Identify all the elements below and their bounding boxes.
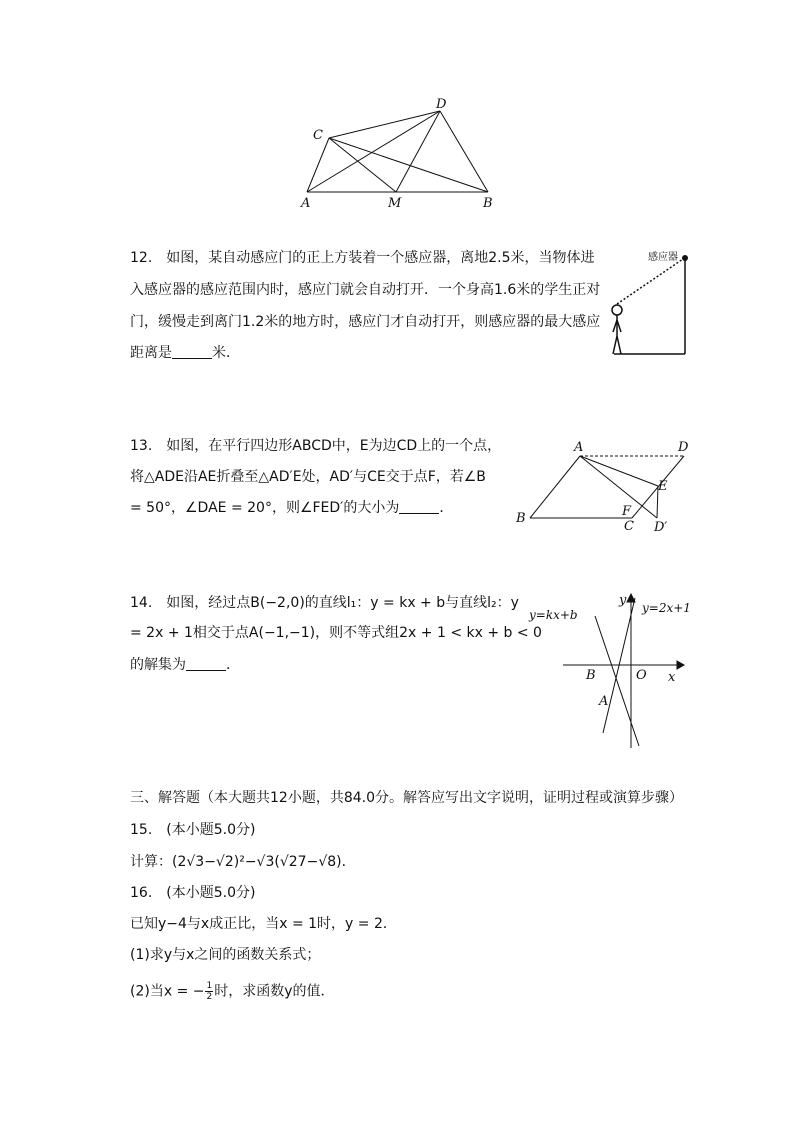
q16-header: 16. (本小题5.0分) (130, 885, 256, 901)
q16-part2a: (2)当x = − (130, 983, 205, 1000)
q14-line3 (130, 655, 240, 675)
q12-line1: 12. 如图，某自动感应门的正上方装着一个感应器，离地2.5米，当物体进 (130, 250, 595, 266)
q13-line2: 将△ADE沿AE折叠至△AD′E处，AD′与CE交于点F，若∠B (130, 469, 486, 485)
q16-body: 已知y−4与x成正比，当x = 1时，y = 2． (130, 916, 397, 932)
q13-line3b: ． (439, 500, 454, 516)
label-d-prime: D′ (654, 520, 668, 535)
student-figure (612, 305, 622, 354)
label-b: B (483, 196, 493, 211)
label-c: C (624, 519, 634, 534)
q14-line1: 14. 如图，经过点B(−2,0)的直线l₁：y = kx + b与直线l₂：y (130, 595, 519, 611)
label-e: E (658, 479, 668, 494)
answer-blank (399, 499, 439, 514)
figure-quadrilateral-acdb (295, 95, 505, 215)
q12-line4a: 距离是 (130, 345, 172, 361)
figure-parallelogram-fold (512, 436, 697, 536)
figure-sensor-door (604, 244, 698, 364)
label-a: A (599, 694, 609, 709)
q15-body: 计算：(2√3−√2)²−√3(√27−√8)． (130, 854, 356, 870)
label-b: B (516, 511, 526, 526)
section3-title: 三、解答题（本大题共12小题，共84.0分。解答应写出文字说明，证明过程或演算步骤） (130, 790, 683, 806)
label-a: A (574, 440, 584, 455)
label-line-l1: y=kx+b (529, 608, 578, 622)
q12-line3: 门，缓慢走到离门1.2米的地方时，感应门才自动打开，则感应器的最大感应 (130, 314, 601, 330)
label-y-axis: y (619, 593, 627, 608)
q14-line2: = 2x + 1相交于点A(−1,−1)，则不等式组2x + 1 < kx + b < 0 (130, 625, 542, 641)
q16-part1: (1)求y与x之间的函数关系式； (130, 947, 321, 963)
answer-blank (186, 656, 226, 671)
q16-part2 (130, 981, 335, 1002)
q14-line3b: ． (226, 657, 240, 673)
label-o: O (636, 668, 647, 683)
q15-header: 15. (本小题5.0分) (130, 822, 256, 838)
fraction-one-half (205, 981, 213, 1002)
label-a: A (301, 196, 311, 211)
q16-part2b: 时，求函数y的值． (214, 983, 335, 1000)
fraction-denominator: 2 (206, 992, 213, 1002)
label-b: B (586, 668, 596, 683)
label-x-axis: x (668, 670, 676, 685)
label-sensor: 感应器 (648, 252, 678, 263)
figure-two-lines-graph (525, 588, 710, 753)
q14-line3a: 的解集为 (130, 657, 186, 673)
q12-line4 (130, 343, 240, 363)
label-f: F (622, 504, 632, 519)
answer-blank (172, 344, 212, 359)
label-m: M (388, 196, 402, 211)
label-d: D (678, 440, 689, 455)
label-d: D (436, 97, 447, 112)
q12-line4b: 米． (212, 345, 240, 361)
q13-line3a: = 50°，∠DAE = 20°，则∠FED′的大小为 (130, 500, 400, 516)
q13-line3 (130, 498, 453, 518)
q12-line2: 入感应器的感应范围内时，感应门就会自动打开．一个身高1.6米的学生正对 (130, 282, 601, 298)
q13-line1: 13. 如图，在平行四边形ABCD中，E为边CD上的一个点， (130, 438, 502, 454)
label-line-l2: y=2x+1 (642, 601, 691, 615)
label-c: C (313, 128, 323, 143)
fraction-numerator: 1 (206, 981, 213, 991)
